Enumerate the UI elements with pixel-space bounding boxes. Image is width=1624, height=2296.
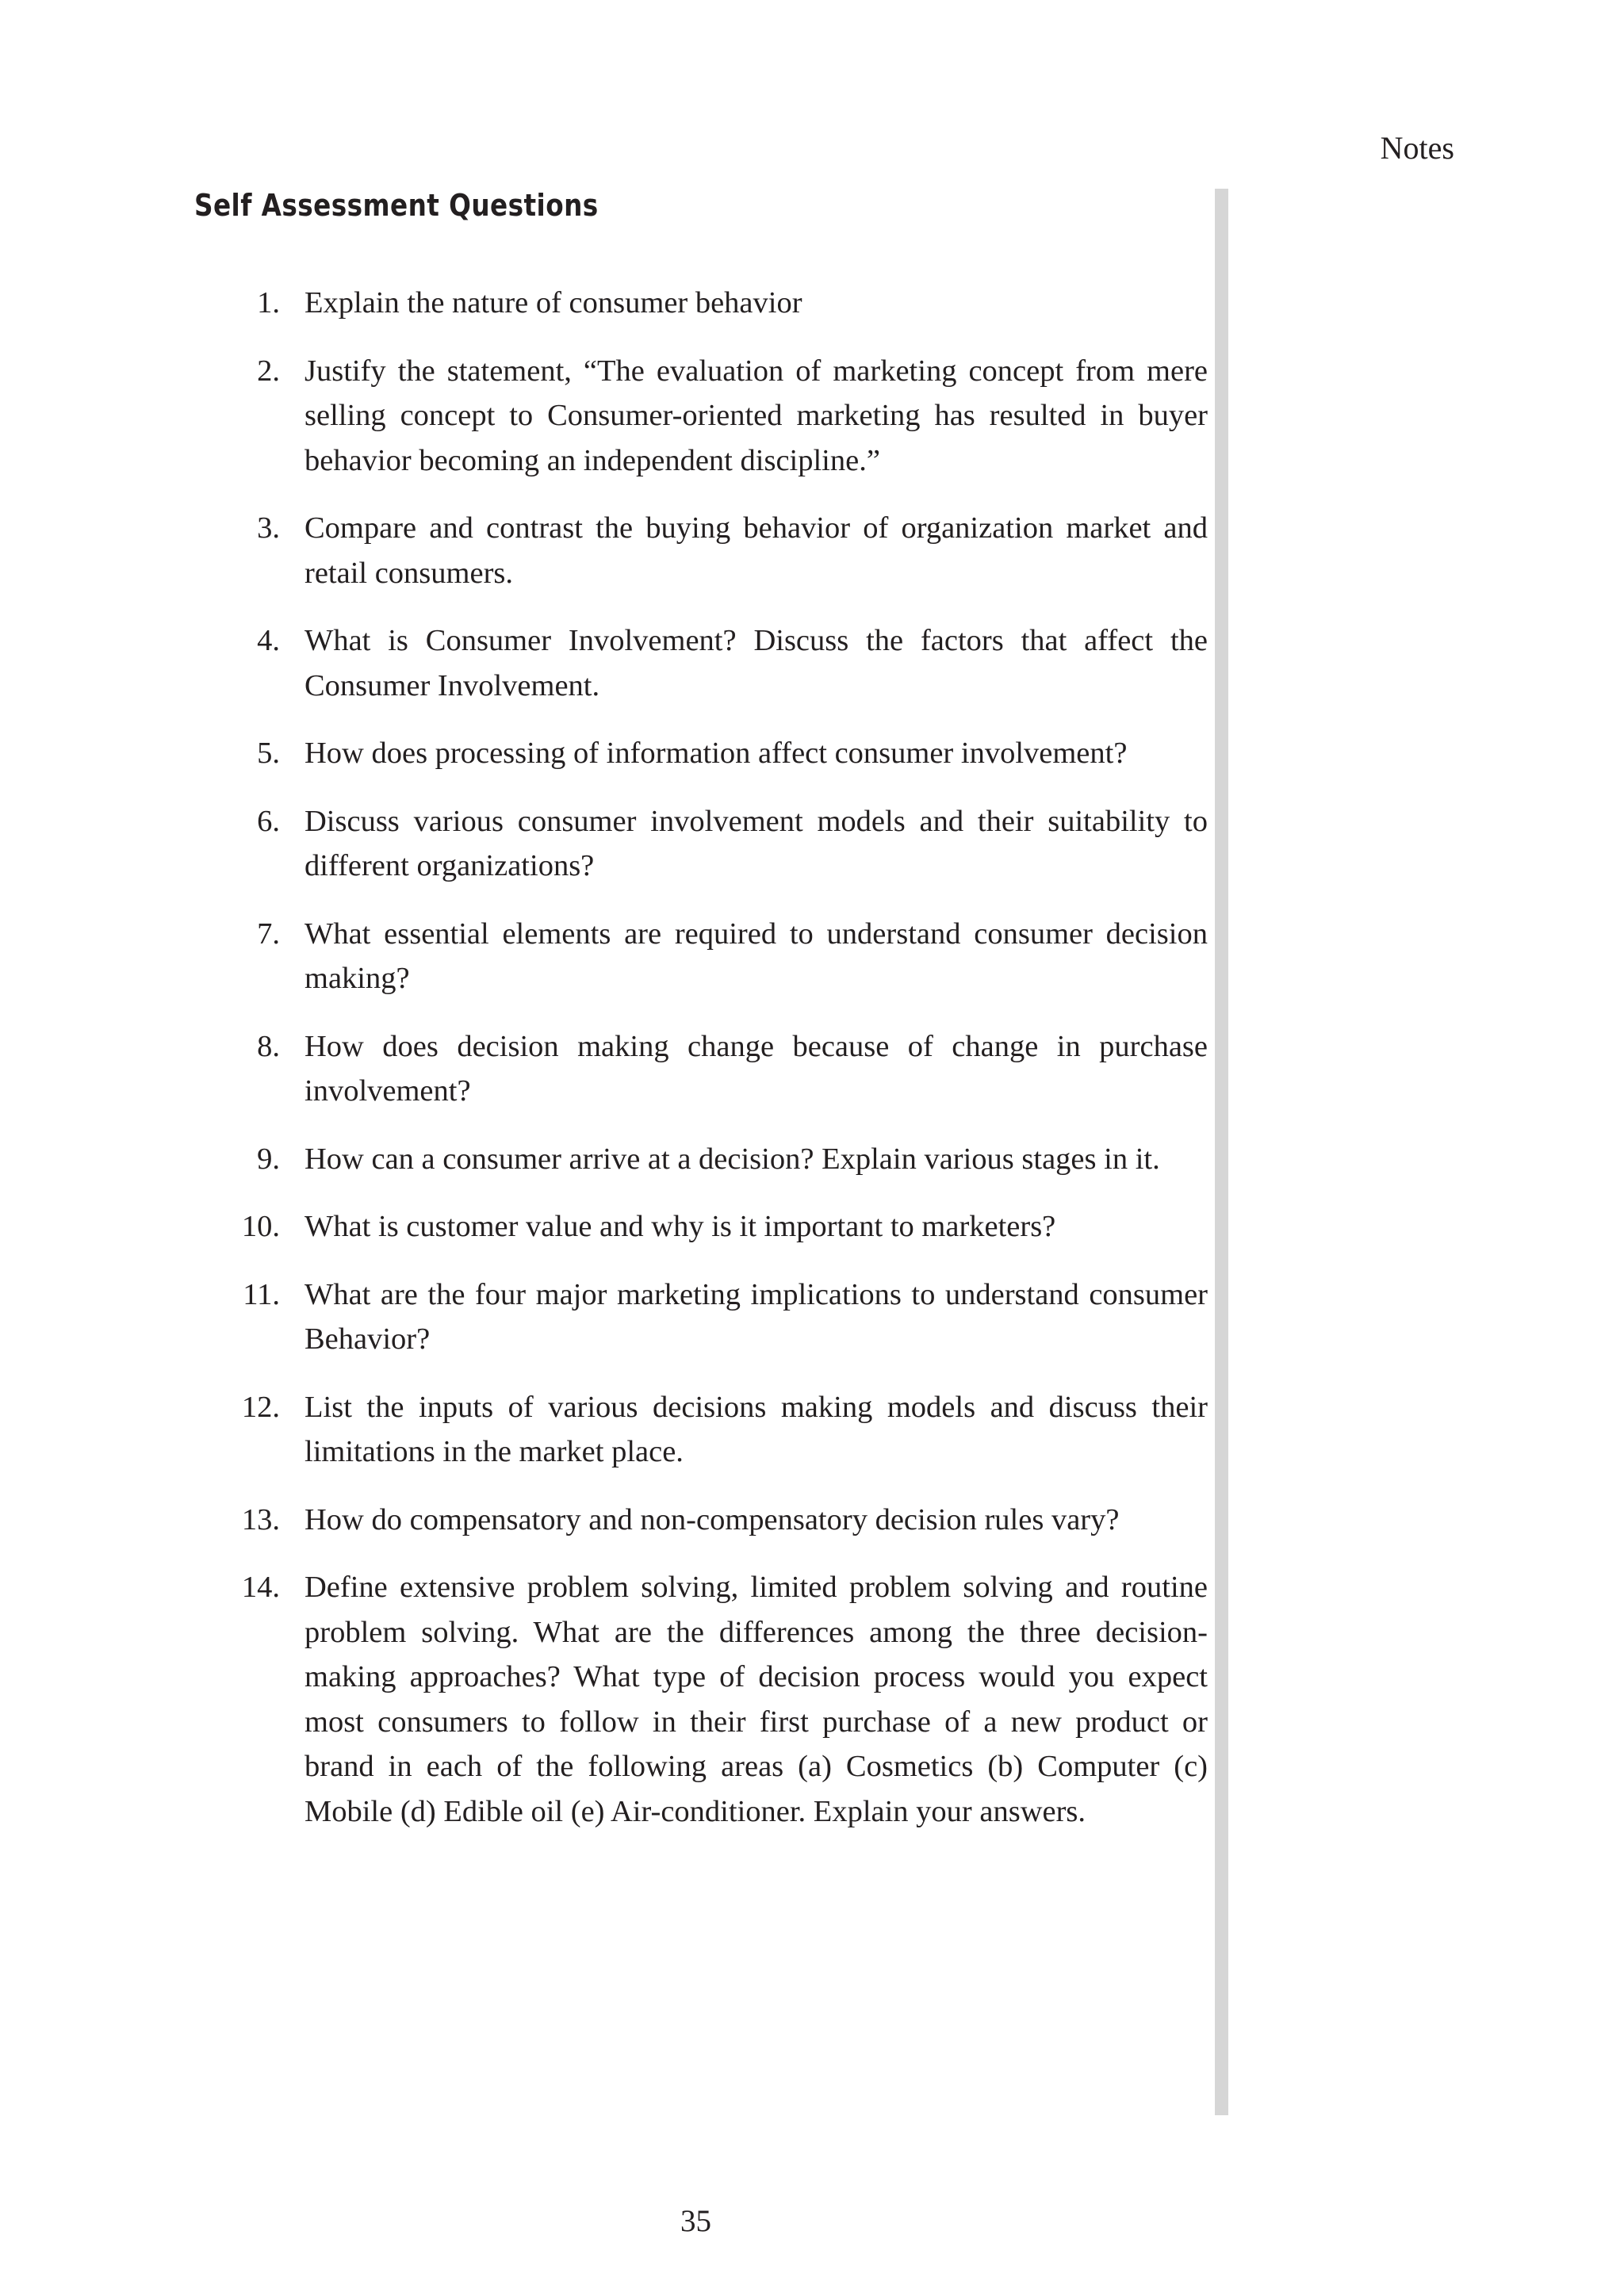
question-item [230,1498,1208,1543]
question-item [230,912,1208,1001]
question-item [230,1024,1208,1114]
question-text: Justify the statement, “The evaluation of marketing concept from mere selling concept to Consumer-oriented marketing has resulted in buyer behavior becoming an independent discipline.” [304,354,1208,477]
question-number: 6. [257,804,280,838]
question-number: 14. [241,1571,280,1604]
question-item [230,1204,1208,1249]
question-text: What is customer value and why is it important to marketers? [304,1210,1056,1243]
section-heading: Self Assessment Questions [194,188,599,223]
question-item [230,1565,1208,1834]
question-number: 10. [241,1210,280,1243]
question-item [230,799,1208,889]
question-number: 2. [257,354,280,388]
question-text: How do compensatory and non-compensatory decision rules vary? [304,1502,1120,1536]
question-item [230,281,1208,326]
question-text: Discuss various consumer involvement models and their suitability to different organizations? [304,804,1208,882]
question-item [230,1385,1208,1475]
margin-rule [1215,189,1228,2115]
question-text: How does decision making change because of change in purchase involvement? [304,1029,1208,1108]
question-text: What essential elements are required to understand consumer decision making? [304,916,1208,995]
question-number: 13. [241,1502,280,1536]
question-text: List the inputs of various decisions making models and discuss their limitations in the market place. [304,1390,1208,1468]
question-item [230,349,1208,484]
question-text: How can a consumer arrive at a decision? Explain various stages in it. [304,1142,1160,1176]
question-number: 9. [257,1142,280,1176]
question-number: 1. [257,286,280,320]
question-number: 11. [243,1277,280,1311]
question-text: What are the four major marketing implications to understand consumer Behavior? [304,1277,1208,1356]
question-number: 3. [257,511,280,545]
question-text: Define extensive problem solving, limited problem solving and routine problem solving. What are the differences among the three decision-making approaches? What type of decision process would you expect most consumers to follow in their first purchase of a new product or brand in each of the following areas (a) Cosmetics (b) Computer (c) Mobile (d) Edible oil (e) Air-conditioner. Explain your answers. [304,1571,1208,1828]
question-item [230,506,1208,595]
question-item [230,1137,1208,1182]
question-number: 12. [241,1390,280,1424]
question-item [230,618,1208,708]
question-number: 8. [257,1029,280,1063]
question-text: What is Consumer Involvement? Discuss the factors that affect the Consumer Involvement. [304,624,1208,702]
question-number: 7. [257,916,280,951]
question-number: 5. [257,737,280,770]
question-list [230,281,1208,1857]
margin-notes-label: Notes [1380,130,1454,166]
question-text: Explain the nature of consumer behavior [304,286,802,320]
question-text: How does processing of information affect consumer involvement? [304,737,1128,770]
question-item [230,731,1208,776]
page-number: 35 [680,2204,711,2238]
question-text: Compare and contrast the buying behavior of organization market and retail consumers. [304,511,1208,590]
question-number: 4. [257,624,280,657]
question-item [230,1272,1208,1362]
